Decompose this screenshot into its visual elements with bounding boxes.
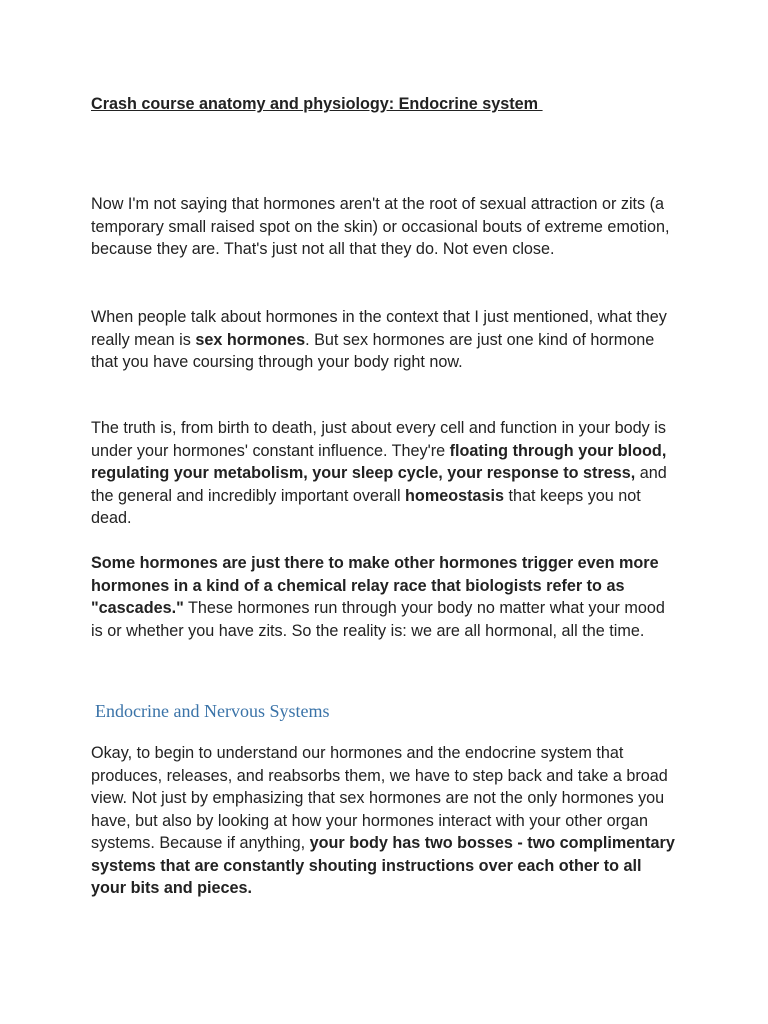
paragraph-2-bold-a: sex hormones: [195, 330, 306, 349]
document-title: Crash course anatomy and physiology: Endocrine system: [91, 95, 543, 113]
paragraph-4: [91, 552, 681, 642]
paragraph-2-text-a: When people talk about hormones in the context that I just mentioned, what they really mean is: [91, 308, 667, 349]
section-heading: Endocrine and Nervous Systems: [95, 701, 330, 721]
paragraph-3: [91, 417, 681, 530]
paragraph-1: [91, 193, 681, 261]
paragraph-3-text-a: The truth is, from birth to death, just about every cell and function in your body is under your hormones' constant influence. They're: [91, 419, 666, 460]
paragraph-3-text-c: that keeps you not dead.: [91, 486, 641, 527]
paragraph-5-bold-a: your body has two bosses - two complimentary systems that are constantly shouting instructions over each other to all your bits and pieces.: [91, 834, 675, 897]
paragraph-5: [91, 742, 681, 900]
paragraph-2: [91, 306, 681, 374]
paragraph-2-text-b: . But sex hormones are just one kind of hormone that you have coursing through your body right now.: [91, 330, 655, 371]
paragraph-3-bold-b: homeostasis: [405, 486, 505, 505]
paragraph-4-text-a: These hormones run through your body no matter what your mood is or whether you have zits. So the reality is: we are all hormonal, all the time.: [91, 599, 665, 640]
paragraph-5-text-a: Okay, to begin to understand our hormones and the endocrine system that produces, releases, and reabsorbs them, we have to step back and take a broad view. Not just by emphasizing that sex hormones are not the only hormones you have, but also by looking at how your hormones interact with your other organ systems. Because if anything,: [91, 744, 668, 852]
paragraph-4-bold-a: Some hormones are just there to make other hormones trigger even more hormones in a kind of a chemical relay race that biologists refer to as "cascades.": [91, 554, 659, 617]
paragraph-3-bold-a: floating through your blood, regulating your metabolism, your sleep cycle, your response to stress,: [91, 441, 667, 482]
paragraph-1-text: Now I'm not saying that hormones aren't at the root of sexual attraction or zits (a temporary small raised spot on the skin) or occasional bouts of extreme emotion, because they are. That's just not all that they do. Not even close.: [91, 195, 670, 258]
paragraph-3-text-b: and the general and incredibly important overall: [91, 464, 667, 505]
